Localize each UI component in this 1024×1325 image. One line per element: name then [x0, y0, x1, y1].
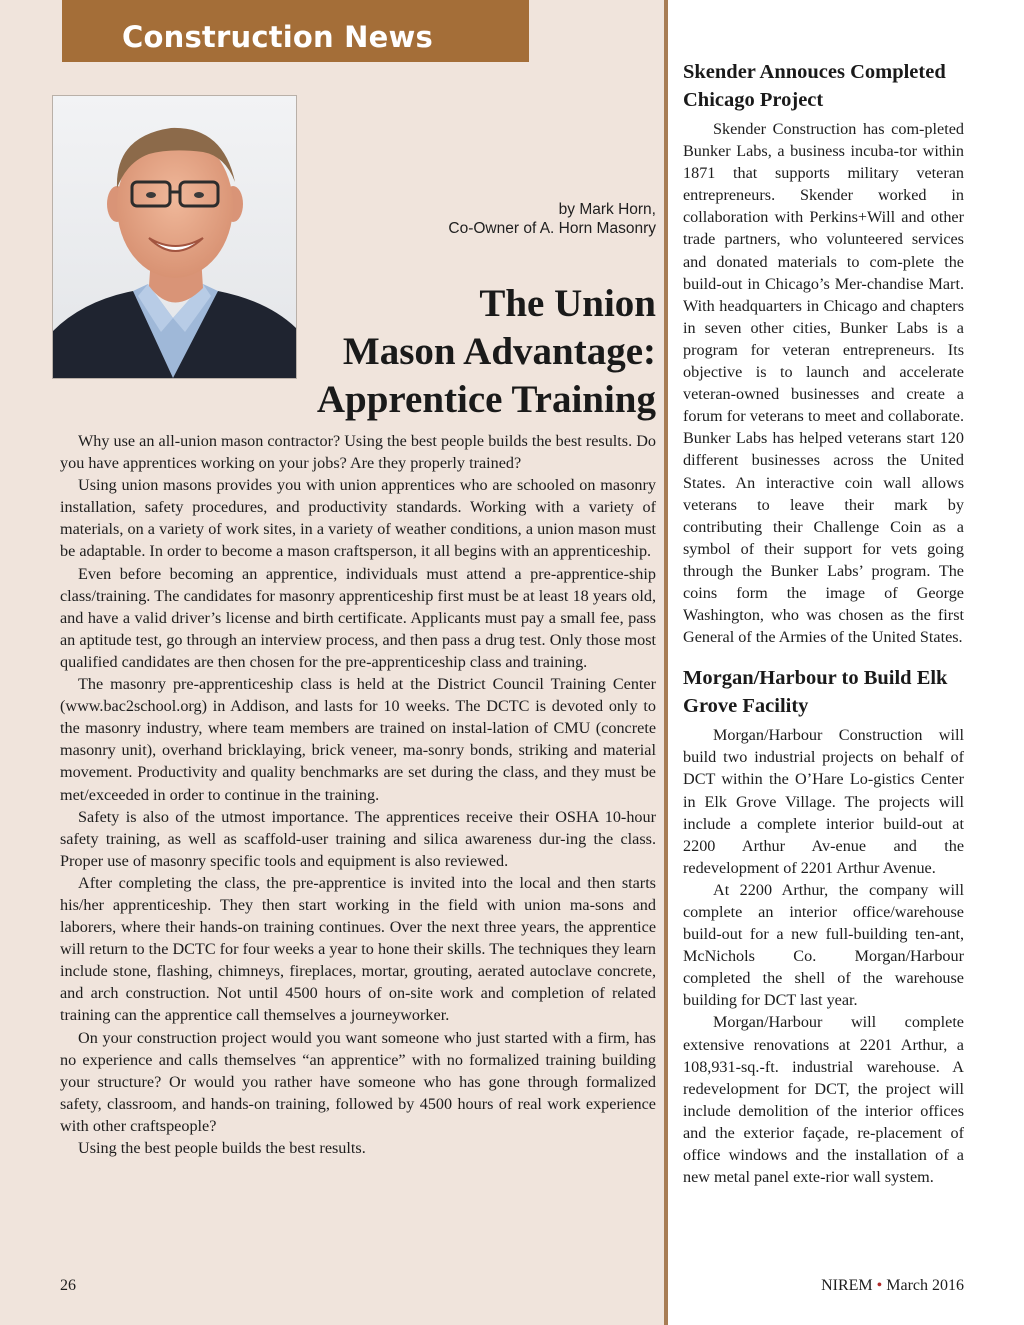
issue-date: March 2016 [886, 1277, 964, 1294]
headline-line-1: The Union [479, 282, 656, 325]
column-divider [664, 0, 668, 1325]
main-paragraph: Using union masons provides you with union apprentices who are schooled on masonry installation, safety procedures, and productivity standards. Working with a variety of materials, on a variety of work sites, in a variety of weather conditions, a union mason must be adaptable. In order to become a mason craftsperson, it all begins with an apprenticeship. [60, 476, 656, 561]
sidebar-paragraph: Morgan/Harbour Construction will build two industrial projects on behalf of DCT within the O’Hare Lo-gistics Center in Elk Grove Village. The projects will include a complete interior build-out at 2200 Arthur Av-enue and the redevelopment of 2201 Arthur Avenue. [683, 726, 964, 877]
sidebar-article-2-title: Morgan/Harbour to Build Elk Grove Facility [683, 667, 948, 718]
sidebar-article-1-body [683, 118, 964, 648]
sidebar-column [683, 58, 964, 1188]
main-paragraph: The masonry pre-apprenticeship class is held at the District Council Training Center (www.bac2school.org) in Addison, and lasts for 10 weeks. The DCTC is devoted only to the masonry industry, where team members are trained on instal-lation of CMU (concrete masonry unit), overhand bricklaying, brick veneer, ma-sonry bonds, striking and material movement. Productivity and quality benchmarks are set during the class, and they must be met/exceeded in order to continue in the training. [60, 675, 656, 804]
main-paragraph: Using the best people builds the best results. [78, 1139, 366, 1157]
headline-line-2: Mason Advantage: [342, 330, 656, 373]
byline-author: by Mark Horn, [558, 201, 656, 218]
author-photo [52, 95, 297, 379]
sidebar-paragraph: Skender Construction has com-pleted Bunker Labs, a business incuba-tor within 1871 that supports military veteran entrepreneurs. Skender worked in collaboration with Perkins+Will and other trade partners, who volunteered services and donated materials to com-plete the build-out in Chicago’s Mer-chandise Mart. With headquarters in Chicago and chapters in seven other cities, Bunker Labs is a program for veteran entrepreneurs. Its objective is to launch and accelerate veteran-owned businesses and create a forum for veterans to meet and collaborate. Bunker Labs has helped veterans start 120 different businesses across the United States. An interactive coin wall allows veterans to leave their mark by contributing their Challenge Coin as a symbol of their support for vets going through the Bunker Labs’ program. The coins form the image of George Washington, who was chosen as the first General of the Armies of the United States. [683, 120, 964, 647]
sidebar-article-2-body [683, 724, 964, 1188]
main-paragraph: After completing the class, the pre-apprentice is invited into the local and then starts his/her apprenticeship. They then start working in the field with union ma-sons and laborers, where their hands-on training continues. Over the next three years, the apprentice will return to the DCTC for four weeks a year to hone their skills. The techniques they learn include stone, flashing, chimneys, fireplaces, mortar, grouting, aerated autoclave concrete, and arch construction. Not until 4500 hours of on-site work and completion of related training can the apprentice call themselves a journeyworker. [60, 873, 656, 1025]
publication-name: NIREM [821, 1277, 873, 1294]
page-number: 26 [60, 1277, 76, 1294]
main-article-body [60, 430, 656, 1159]
section-title: Construction News [122, 20, 433, 54]
byline-role: Co-Owner of A. Horn Masonry [448, 220, 656, 237]
sidebar-paragraph: At 2200 Arthur, the company will complete an interior office/warehouse build-out for a new full-building ten-ant, McNichols Co. Morgan/Harbour completed the shell of the warehouse building for DCT last year. [683, 880, 964, 1010]
main-paragraph: Why use an all-union mason contractor? Using the best people builds the best results. Do you have apprentices working on your jobs? Are they properly trained? [60, 432, 656, 473]
sidebar-paragraph: Morgan/Harbour will complete extensive renovations at 2201 Arthur, a 108,931-sq.-ft. industrial warehouse. A redevelopment for DCT, the project will include demolition of the interior offices and the exterior façade, re-placement of office windows and the installation of a new metal panel exte-rior wall system. [683, 1013, 964, 1187]
byline [356, 200, 656, 238]
article-headline [276, 280, 656, 424]
main-paragraph: Safety is also of the utmost importance. The apprentices receive their OSHA 10-hour safety training, as well as scaffold-user training and silica awareness dur-ing the class. Proper use of masonry specific tools and equipment is also reviewed. [60, 807, 656, 870]
sidebar-article-1-title: Skender Annouces Completed Chicago Project [683, 61, 946, 111]
headline-line-3: Apprentice Training [316, 378, 656, 421]
main-paragraph: On your construction project would you want someone who just started with a firm, has no experience and calls themselves “an apprentice” with no formalized training building your structure? Or would you rather have someone who has gone through formalized safety, classroom, and hands-on training, followed by 4500 hours of real work experience with other craftspeople? [60, 1028, 656, 1135]
bullet-separator: • [876, 1277, 883, 1294]
footer-publication [821, 1277, 964, 1295]
main-paragraph: Even before becoming an apprentice, individuals must attend a pre-apprentice-ship class/training. The candidates for masonry apprenticeship first must be at least 18 years old, and have a valid driver’s license and birth certificate. Applicants must pay a small fee, pass an aptitude test, go through an interview process, and then pass a drug test. Only those most qualified candidates are then chosen for the pre-apprenticeship class and training. [60, 564, 656, 671]
